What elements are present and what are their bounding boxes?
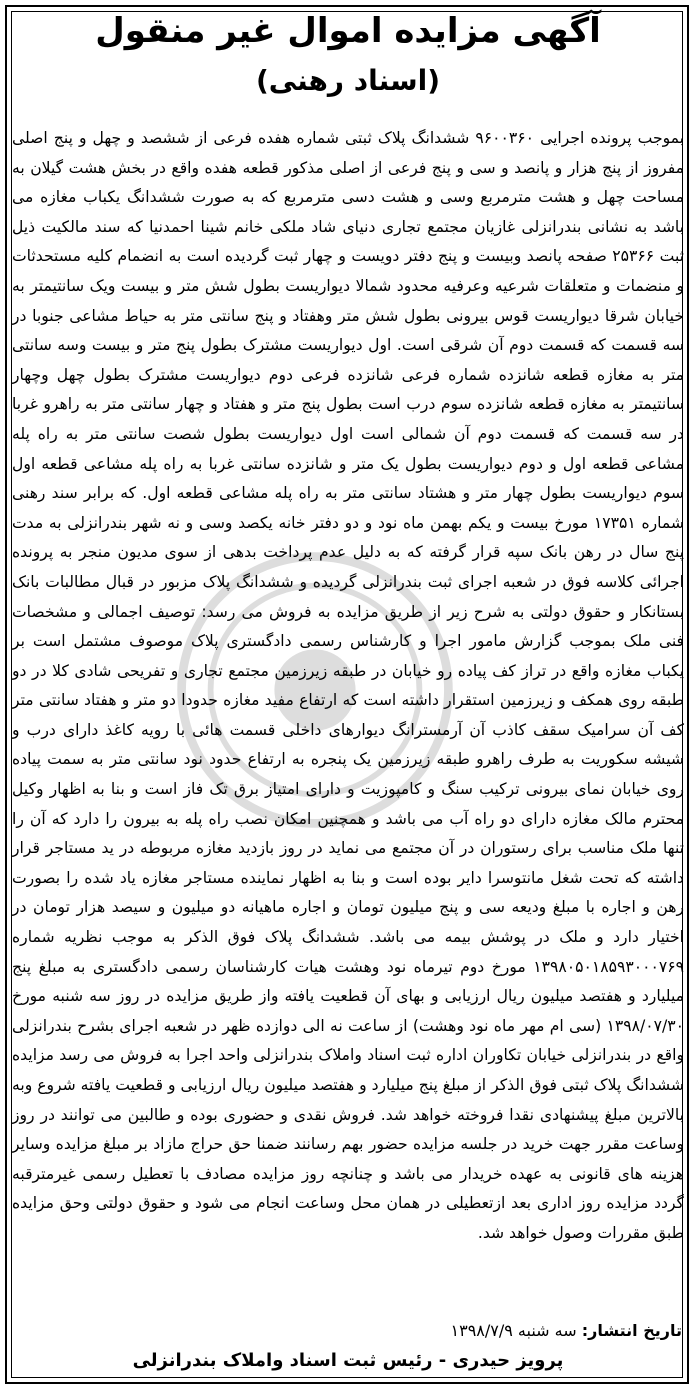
publish-date <box>451 1319 683 1343</box>
page-subtitle: (اسناد رهنی) <box>255 64 441 97</box>
page-title: آگهی مزایده اموال غیر منقول <box>95 11 601 51</box>
notice-body: بموجب پرونده اجرایی ۹۶۰۰۳۶۰ ششدانگ پلاک ثبتی شماره هفده فرعی از ششصد و چهل و پنج اصلی مفروز از پنج هزار و پانصد و سی و پنج فرعی از اصلی مذکور قطعه هفده واقع در بخش هشت گیلان به مساحت چهل و هشت مترمربع وسی و هشت دسی مترمربع که به صورت ششدانگ یکباب مغازه می باشد به نشانی بندرانزلی غازیان مجتمع تجاری دنیای شاد ملکی خانم شینا احمدنیا که سند مالکیت ذیل ثبت ۲۵۳۶۶ صفحه پانصد وبیست و پنج دفتر دویست و چهار ثبت گردیده است به انضمام کلیه مستحدثات و منضمات و متعلقات شرعیه وعرفیه محدود شمالا دیواریست بطول شش متر و بیست ویک سانتیمتر به خیابان شرقا دیواریست قوس بیرونی بطول شش متر وهفتاد و پنج سانتی متر به حیاط مشاعی جنوبا در سه قسمت که قسمت دوم آن شرقی است. اول دیواریست مشترک بطول پنج متر و بیست وسه سانتی متر به مغازه قطعه شانزده شماره فرعی شانزده فرعی دوم دیواریست مشترک بطول چهل وچهار سانتیمتر به مغازه قطعه شانزده سوم درب است بطول پنج متر و هفتاد و چهار سانتی متر به راهرو غربا در سه قسمت که قسمت دوم آن شمالی است اول دیواریست بطول شصت سانتی متر به راه پله مشاعی قطعه اول و دوم دیواریست بطول یک متر و شانزده سانتی غربا به راه پله مشاعی قطعه اول سوم دیواریست بطول چهار متر و هشتاد سانتی متر به راه پله مشاعی قطعه اول. که برابر سند رهنی شماره ۱۷۳۵۱ مورخ بیست و یکم بهمن ماه نود و دو دفتر خانه یکصد وسی و نه شهر بندرانزلی به مدت پنج سال در رهن بانک سپه قرار گرفته که به دلیل عدم پرداخت بدهی از سوی مدیون منجر به پرونده اجرائی کلاسه فوق در شعبه اجرای ثبت بندرانزلی گردیده و ششدانگ پلاک مزبور در قبال مطالبات بانک بستانکار و حقوق دولتی به شرح زیر از طریق مزایده به فروش می رسد: توصیف اجمالی و مشخصات فنی ملک بموجب گزارش مامور اجرا و کارشناس رسمی دادگستری پلاک موصوف مشتمل است بر یکباب مغازه واقع در تراز کف پیاده رو خیابان در طبقه زیرزمین مجتمع تجاری و تفریحی شادی کلا در دو طبقه روی همکف و زیرزمین استقرار داشته است که ارتفاع مفید مغازه حدودا دو متر و هفتاد سانتی متر کف آن سرامیک سقف کاذب آن آرمسترانگ دیوارهای داخلی قسمت هائی با رویه کاغذ دارای درب و شیشه سکوریت به طرف راهرو طبقه زیرزمین یک پنجره به ارتفاع حدود نود سانتی متر به سمت پیاده روی خیابان نمای بیرونی ترکیب سنگ و کامپوزیت و دارای امتیاز برق تک فاز است و بنا به اظهار وکیل محترم مالک مغازه دارای دو راه آب می باشد و همچنین امکان نصب راه پله به بیرون را دارد که آن را تنها ملک مناسب برای رستوران در آن مجتمع می نماید در روز بازدید مغازه مربوطه در ید مستاجر قرار داشته که تحت شغل مانتوسرا دایر بوده است و بنا به اظهار نماینده مستاجر مغازه یاد شده را بصورت رهن و اجاره با مبلغ ودیعه سی و پنج میلیون تومان و اجاره ماهیانه دو میلیون و سیصد هزار تومان در اختیار دارد و ملک در پوشش بیمه می باشد. ششدانگ پلاک فوق الذکر به موجب نظریه شماره ۱۳۹۸۰۵۰۱۸۵۹۳۰۰۰۷۶۹ مورخ دوم تیرماه نود وهشت هیات کارشناسان رسمی دادگستری به مبلغ پنج میلیارد و هفتصد میلیون ریال ارزیابی و بهای آن قطعیت یافته واز طریق مزایده در روز سه شنبه مورخ ۱۳۹۸/۰۷/۳۰ (سی ام مهر ماه نود وهشت) از ساعت نه الی دوازده ظهر در شعبه اجرای بشرح بندرانزلی واقع در بندرانزلی خیابان تکاوران اداره ثبت اسناد واملاک بندرانزلی واحد اجرا به فروش می رسد مزایده ششدانگ پلاک ثبتی فوق الذکر از مبلغ پنج میلیارد و هفتصد میلیون ریال ارزیابی و قطعیت یافته شروع وبه بالاترین مبلغ پیشنهادی نقدا فروخته خواهد شد. فروش نقدی و حضوری بوده و طالبین می توانند در روز وساعت مقرر جهت خرید در جلسه مزایده حضور بهم رسانند ضمنا حق حراج مازاد بر مبلغ مزایده وسایر هزینه های قانونی به عهده خریدار می باشد و چنانچه روز مزایده مصادف با تعطیل رسمی غیرمترقبه گردد مزایده روز اداری بعد ازتعطیلی در همان محل وساعت انجام می شود و حقوق دولتی وحق مزایده طبق مقررات وصول خواهد شد. <box>12 129 684 1242</box>
publish-date-value: سه شنبه ۱۳۹۸/۷/۹ <box>450 1321 577 1340</box>
publish-date-label: تاریخ انتشار: <box>581 1321 682 1340</box>
signature: پرویز حیدری - رئیس ثبت اسناد واملاک بندرانزلی <box>132 1350 564 1371</box>
